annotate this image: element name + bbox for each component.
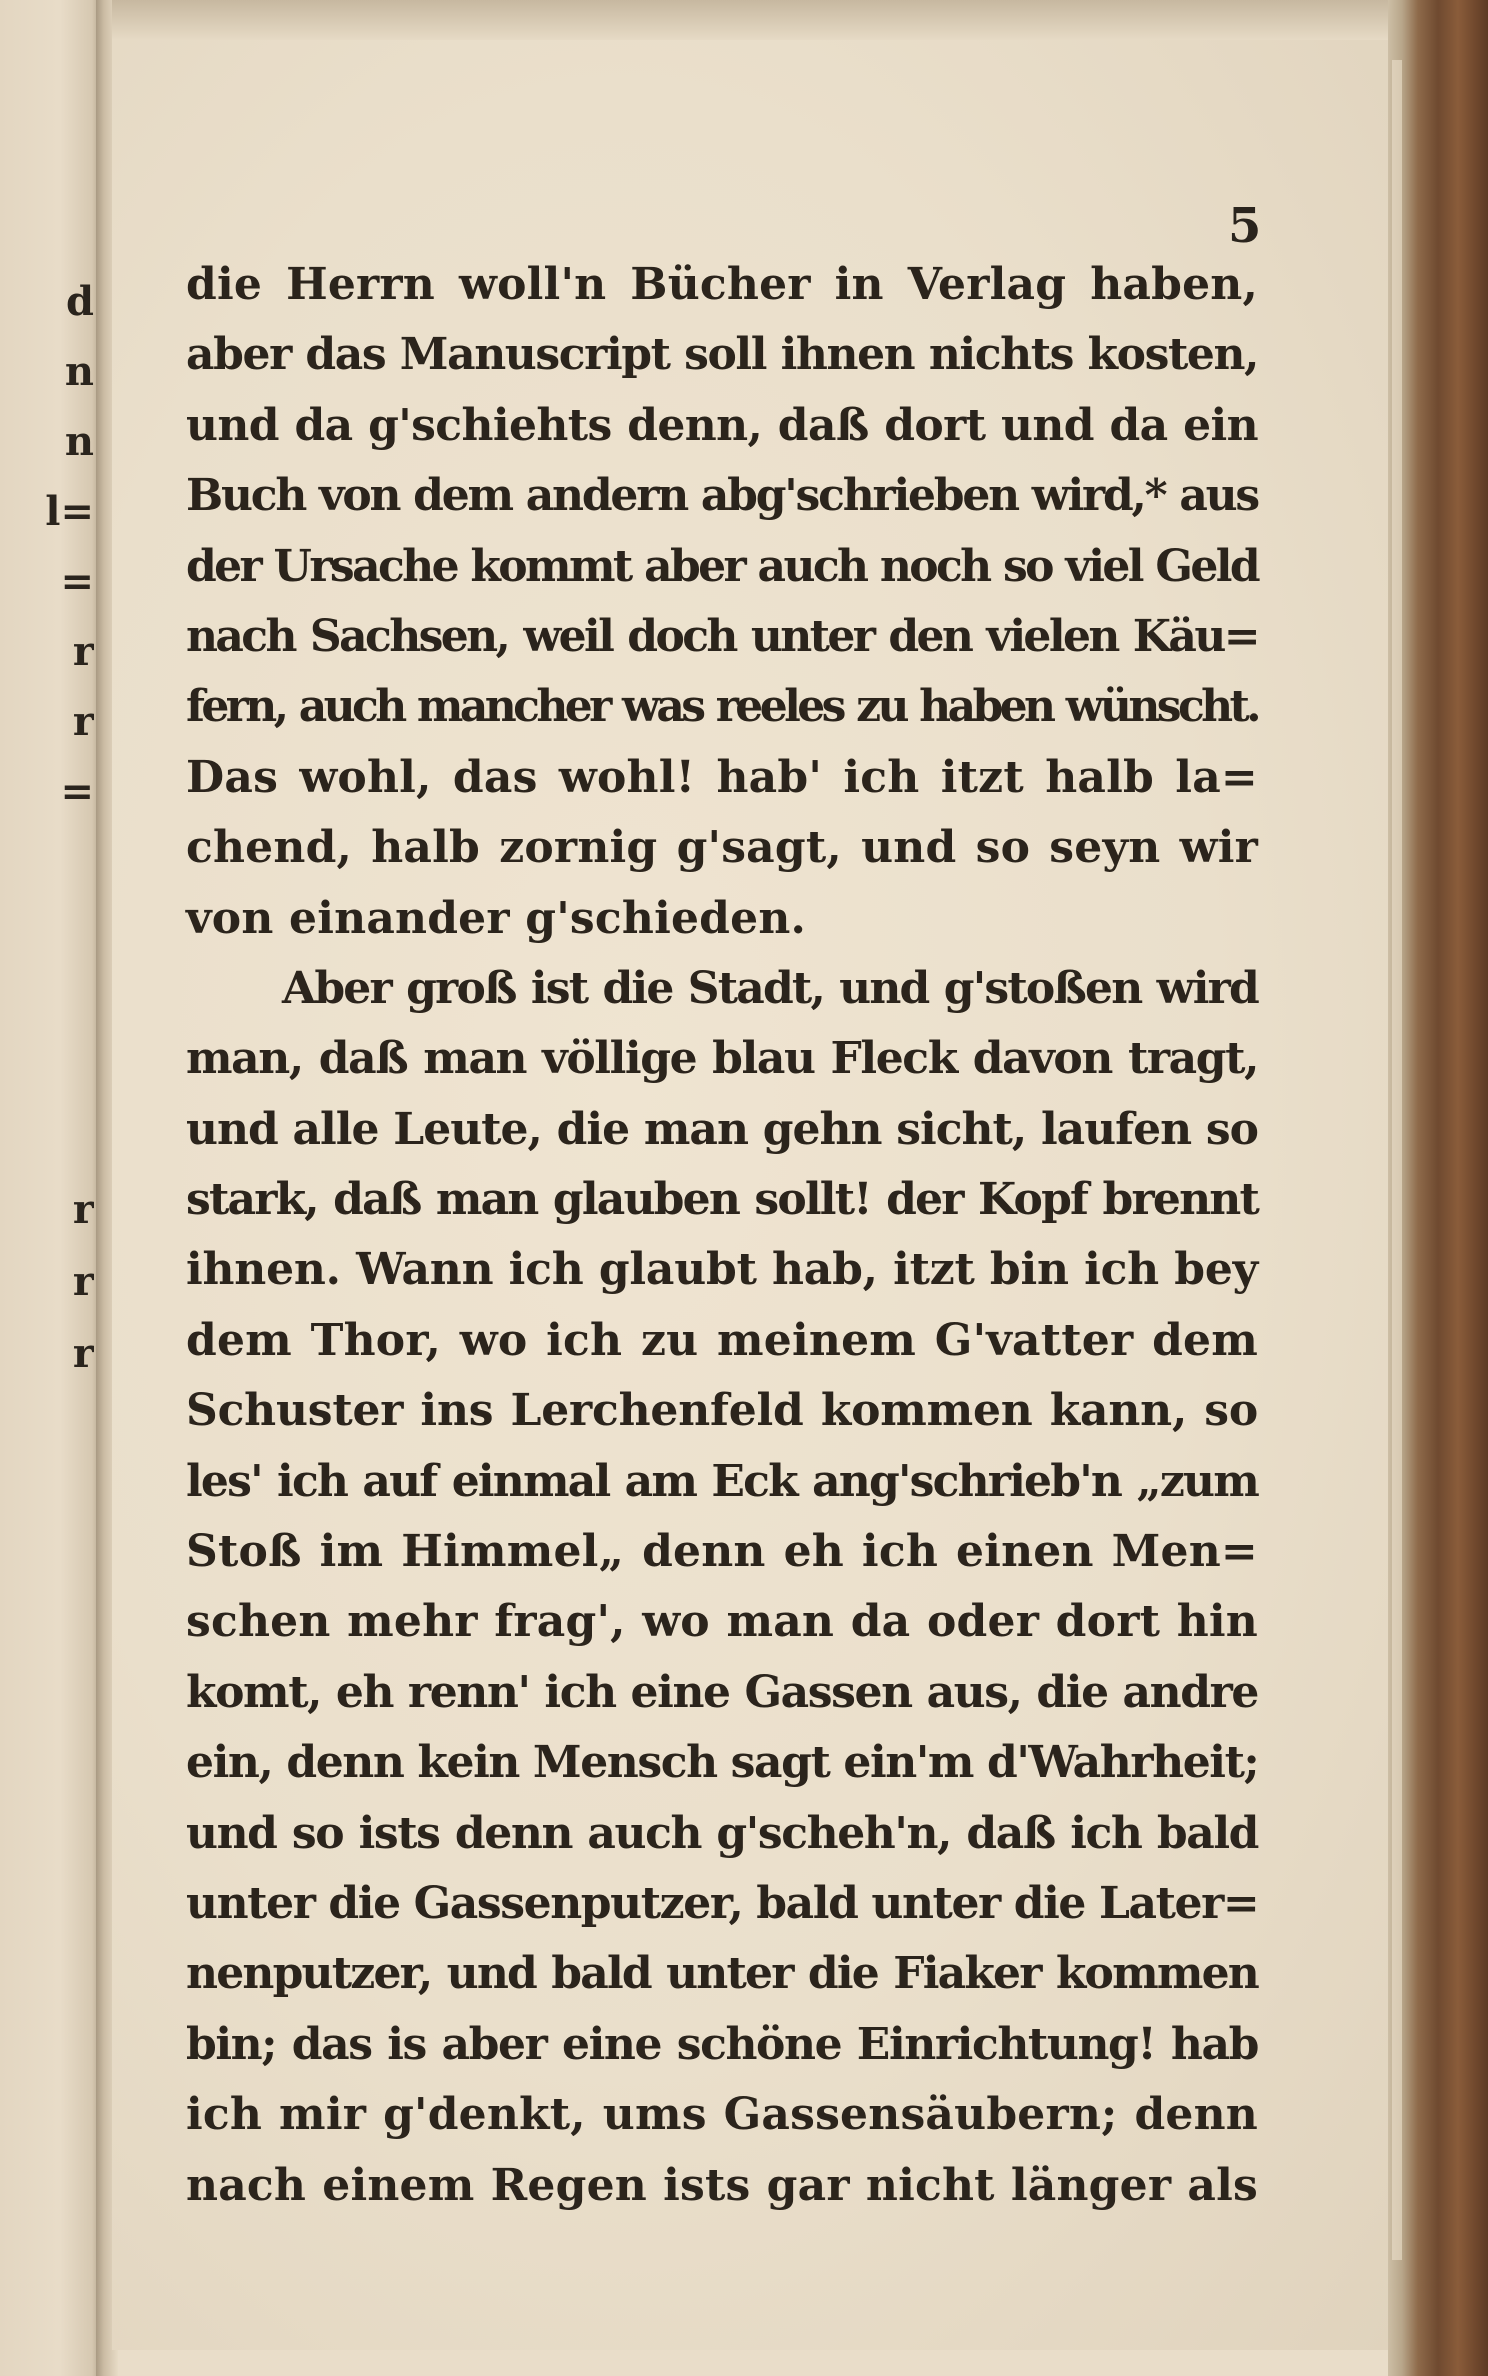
- page-top-shadow: [112, 0, 1388, 40]
- text-line: nach Sachsen, weil doch unter den vielen Käu=: [186, 610, 1258, 662]
- facing-page-fragment: =: [60, 772, 94, 812]
- facing-page-fragment: r: [72, 702, 94, 742]
- text-line: man, daß man völlige blau Fleck davon tragt,: [186, 1033, 1258, 1085]
- facing-page-fragment: =: [60, 562, 94, 602]
- facing-page-edge: [0, 0, 100, 2376]
- facing-page-fragment: r: [72, 632, 94, 672]
- text-line: von einander g'schieden.: [186, 892, 807, 944]
- facing-page-fragment: n: [64, 422, 94, 462]
- text-line: und da g'schiehts denn, daß dort und da ein: [186, 399, 1258, 451]
- text-line: komt, eh renn' ich eine Gassen aus, die andre: [186, 1666, 1258, 1718]
- page-number: 5: [1228, 198, 1262, 254]
- text-line: Schuster ins Lerchenfeld kommen kann, so: [186, 1385, 1258, 1437]
- facing-page-fragment: r: [72, 1262, 94, 1302]
- text-line: unter die Gassenputzer, bald unter die Later=: [186, 1877, 1259, 1929]
- text-line: Stoß im Himmel„ denn eh ich einen Men=: [186, 1526, 1258, 1578]
- facing-page-fragment: n: [64, 352, 94, 392]
- text-line: aber das Manuscript soll ihnen nichts kosten,: [186, 329, 1258, 381]
- facing-page-fragment: l=: [45, 492, 94, 532]
- text-line: bin; das is aber eine schöne Einrichtung! hab: [186, 2018, 1258, 2070]
- text-line: chend, halb zornig g'sagt, und so seyn wir: [186, 822, 1258, 874]
- text-line: nach einem Regen ists gar nicht länger als: [186, 2159, 1258, 2211]
- text-line: dem Thor, wo ich zu meinem G'vatter dem: [186, 1314, 1258, 1366]
- text-line: und so ists denn auch g'scheh'n, daß ich bald: [186, 1807, 1258, 1859]
- text-line: les' ich auf einmal am Eck ang'schrieb'n „zum: [186, 1455, 1258, 1507]
- text-line: Das wohl, das wohl! hab' ich itzt halb la=: [186, 751, 1258, 803]
- text-line: die Herrn woll'n Bücher in Verlag haben,: [186, 259, 1258, 310]
- facing-page-fragment: r: [72, 1190, 94, 1230]
- page-text-block: [186, 250, 1258, 2221]
- facing-page-fragment: d: [66, 282, 94, 322]
- text-line: ein, denn kein Mensch sagt ein'm d'Wahrheit;: [186, 1737, 1259, 1789]
- text-line: nenputzer, und bald unter die Fiaker kommen: [186, 1948, 1258, 2000]
- text-line: fern, auch mancher was reeles zu haben wünscht.: [186, 681, 1258, 733]
- book-cover-edge: [1388, 0, 1488, 2376]
- text-line: ich mir g'denkt, ums Gassensäubern; denn: [186, 2089, 1258, 2141]
- paragraph-first-line: Aber groß ist die Stadt, und g'stoßen wird: [282, 962, 1258, 1014]
- text-line: schen mehr frag', wo man da oder dort hin: [186, 1596, 1258, 1648]
- text-line: stark, daß man glauben sollt! der Kopf brennt: [186, 1174, 1258, 1226]
- text-line: ihnen. Wann ich glaubt hab, itzt bin ich bey: [186, 1244, 1258, 1296]
- facing-page-fragment: r: [72, 1334, 94, 1374]
- text-line: Buch von dem andern abg'schrieben wird,* aus: [186, 470, 1258, 522]
- text-line: der Ursache kommt aber auch noch so viel Geld: [186, 540, 1258, 592]
- text-line: und alle Leute, die man gehn sicht, laufen so: [186, 1103, 1258, 1155]
